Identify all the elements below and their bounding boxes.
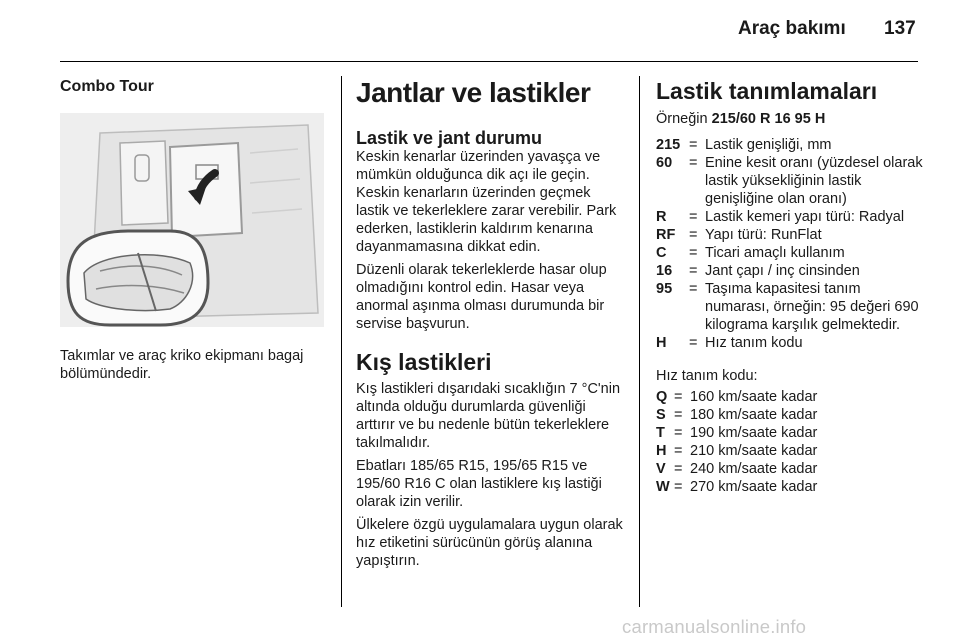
header-rule (60, 61, 918, 62)
speed-row (656, 460, 926, 478)
speed-term: S (656, 407, 666, 423)
column-3 (656, 78, 926, 496)
definition-row (656, 154, 926, 208)
example-prefix: Örneğin (656, 111, 708, 127)
speed-term: H (656, 443, 667, 459)
equals-sign: = (674, 443, 683, 459)
paragraph: Düzenli olarak tekerleklerde hasar olup olmadığını kontrol edin. Hasar veya anormal aşınma olması durumunda bir servise başvurun. (356, 262, 607, 332)
definition-desc: Taşıma kapasitesi tanım numarası, örneğin: 95 değeri 690 kilograma karşılık gelmektedir. (705, 281, 919, 333)
paragraph: Ülkelere özgü uygulamalara uygun olarak hız etiketini sürücünün görüş alanına yapıştırın. (356, 517, 623, 569)
definition-row (656, 262, 926, 280)
section-title-rims-tires: Jantlar ve lastikler (356, 77, 591, 108)
luggage-compartment-illustration (60, 113, 324, 327)
speed-row (656, 442, 926, 460)
speed-desc: 190 km/saate kadar (690, 425, 818, 441)
section-heading-combo-tour: Combo Tour (60, 78, 154, 95)
figure-caption: Takımlar ve araç kriko ekipmanı bagaj bölümündedir. (60, 348, 304, 382)
definition-desc: Enine kesit oranı (yüzdesel olarak lastik yüksekliğinin lastik genişliğine olan oranı) (705, 155, 923, 207)
paragraph: Kış lastikleri dışarıdaki sıcaklığın 7 °C'nin altında olduğu durumlarda güvenliği arttırır ve bu nedenle bütün tekerleklere takılmalıdır. (356, 381, 621, 451)
speed-code-list (656, 388, 926, 496)
speed-code-title: Hız tanım kodu: (656, 368, 758, 384)
equals-sign: = (689, 245, 698, 261)
definition-row (656, 244, 926, 262)
speed-row (656, 406, 926, 424)
definition-desc: Lastik genişliği, mm (705, 137, 832, 153)
equals-sign: = (689, 137, 698, 153)
column-1 (60, 78, 326, 398)
speed-desc: 210 km/saate kadar (690, 443, 818, 459)
equals-sign: = (674, 479, 683, 495)
definition-desc: Ticari amaçlı kullanım (705, 245, 845, 261)
equals-sign: = (689, 209, 698, 225)
speed-term: W (656, 479, 670, 495)
trunk-jack-drawing (60, 113, 324, 327)
definition-row (656, 208, 926, 226)
equals-sign: = (689, 281, 698, 297)
equals-sign: = (689, 263, 698, 279)
equals-sign: = (689, 155, 698, 171)
definition-term: 215 (656, 137, 681, 153)
paragraph: Ebatları 185/65 R15, 195/65 R15 ve 195/60 R16 C olan lastiklere kış lastiği olarak izin verilir. (356, 458, 602, 510)
definition-list (656, 136, 926, 352)
equals-sign: = (674, 425, 683, 441)
definition-desc: Hız tanım kodu (705, 335, 803, 351)
definition-term: C (656, 245, 667, 261)
definition-term: 95 (656, 281, 673, 297)
definition-term: R (656, 209, 667, 225)
definition-term: H (656, 335, 667, 351)
example-code: 215/60 R 16 95 H (711, 111, 826, 127)
definition-term: RF (656, 227, 676, 243)
column-divider-2 (639, 76, 640, 607)
equals-sign: = (689, 335, 698, 351)
speed-term: Q (656, 389, 668, 405)
equals-sign: = (674, 389, 683, 405)
equals-sign: = (674, 461, 683, 477)
section-title-tire-designations: Lastik tanımlamaları (656, 78, 878, 104)
example-line (656, 110, 926, 128)
speed-desc: 270 km/saate kadar (690, 479, 818, 495)
equals-sign: = (674, 407, 683, 423)
definition-desc: Lastik kemeri yapı türü: Radyal (705, 209, 905, 225)
column-2 (356, 78, 626, 570)
definition-term: 16 (656, 263, 673, 279)
speed-term: T (656, 425, 665, 441)
definition-row (656, 136, 926, 154)
speed-row (656, 478, 926, 496)
definition-row (656, 280, 926, 334)
speed-desc: 180 km/saate kadar (690, 407, 818, 423)
paragraph: Keskin kenarlar üzerinden yavaşça ve mümkün olduğunca dik açı ile geçin. Keskin kenarların üzerinden geçmek lastik ve tekerleklere zarar verebilir. Park ederken, lastiklerin kaldırım kenarına dayanmamasına dikkat edin. (356, 149, 617, 255)
speed-desc: 240 km/saate kadar (690, 461, 818, 477)
column-divider-1 (341, 76, 342, 607)
speed-row (656, 424, 926, 442)
definition-row (656, 334, 926, 352)
speed-row (656, 388, 926, 406)
page-number: 137 (884, 18, 916, 39)
definition-term: 60 (656, 155, 673, 171)
definition-desc: Jant çapı / inç cinsinden (705, 263, 860, 279)
definition-desc: Yapı türü: RunFlat (705, 227, 822, 243)
watermark: carmanualsonline.info (622, 616, 807, 637)
page-header-title: Araç bakımı (738, 18, 846, 39)
equals-sign: = (689, 227, 698, 243)
definition-row (656, 226, 926, 244)
subsection-title-winter-tires: Kış lastikleri (356, 349, 492, 375)
subsection-title-tire-condition: Lastik ve jant durumu (356, 128, 543, 148)
speed-desc: 160 km/saate kadar (690, 389, 818, 405)
speed-term: V (656, 461, 666, 477)
